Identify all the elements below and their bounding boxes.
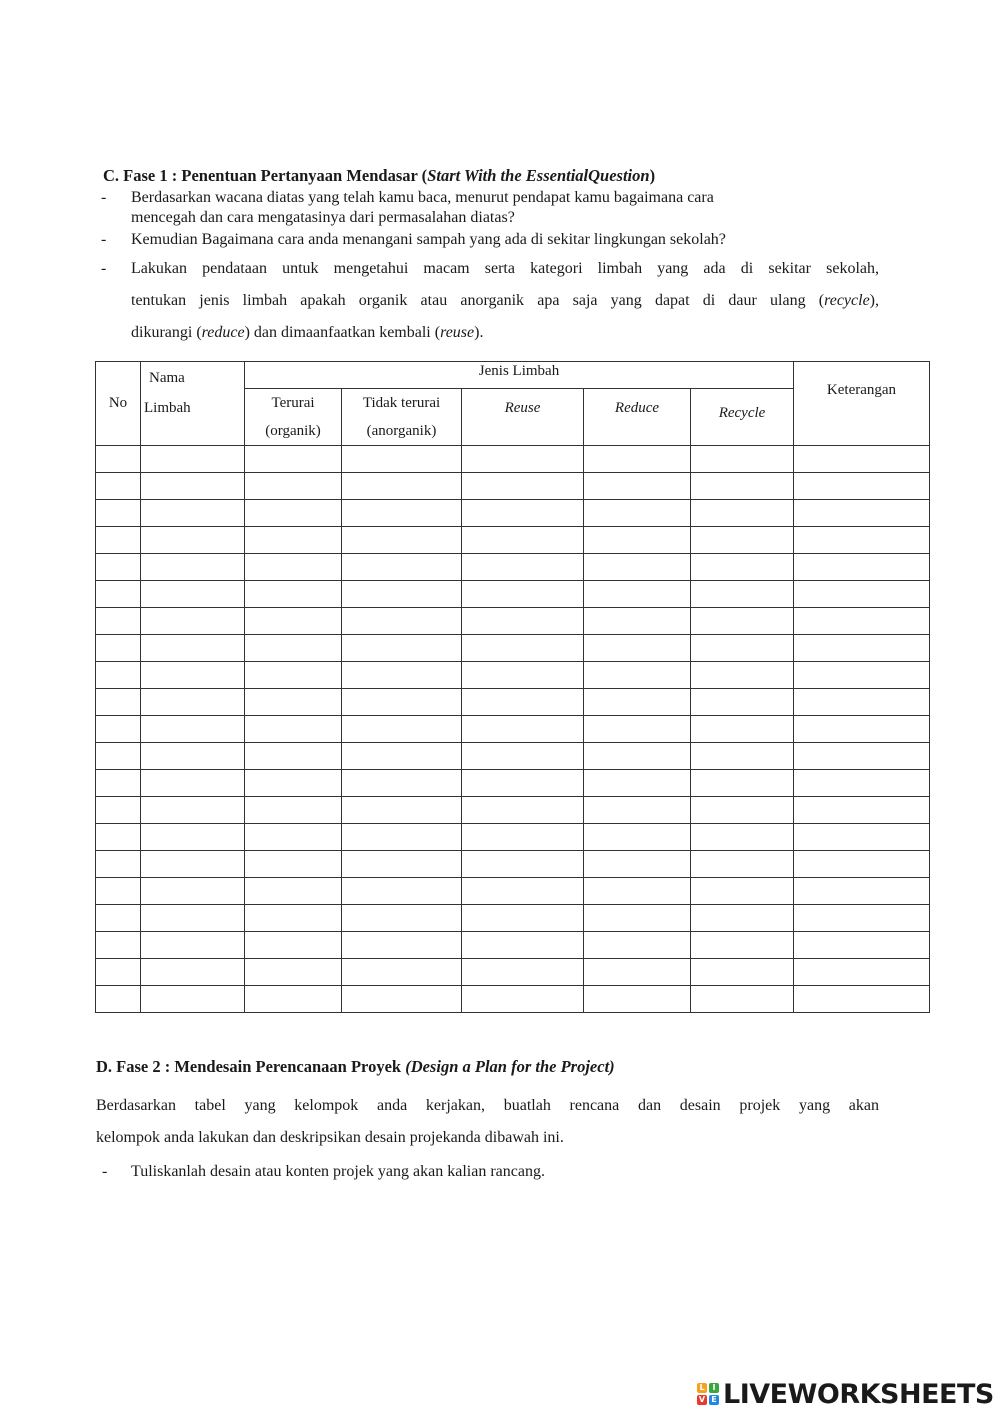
table-cell[interactable] xyxy=(794,905,930,932)
table-cell[interactable] xyxy=(342,824,462,851)
table-cell[interactable] xyxy=(141,932,245,959)
table-cell[interactable] xyxy=(245,635,342,662)
table-cell[interactable] xyxy=(794,932,930,959)
table-cell[interactable] xyxy=(141,878,245,905)
table-cell[interactable] xyxy=(245,851,342,878)
table-cell[interactable] xyxy=(462,743,584,770)
table-cell[interactable] xyxy=(691,770,794,797)
table-cell[interactable] xyxy=(691,689,794,716)
table-cell[interactable] xyxy=(462,689,584,716)
table-cell[interactable] xyxy=(691,824,794,851)
table-row xyxy=(96,797,930,824)
table-cell[interactable] xyxy=(794,446,930,473)
table-row xyxy=(96,500,930,527)
table-cell[interactable] xyxy=(691,608,794,635)
table-cell[interactable] xyxy=(245,500,342,527)
table-cell[interactable] xyxy=(462,878,584,905)
table-cell[interactable] xyxy=(462,770,584,797)
section-c-heading: C. Fase 1 : Penentuan Pertanyaan Mendasar (Start With the EssentialQuestion) xyxy=(103,166,656,185)
table-cell[interactable] xyxy=(462,500,584,527)
table-cell[interactable] xyxy=(691,878,794,905)
table-cell[interactable] xyxy=(141,473,245,500)
table-cell[interactable] xyxy=(584,824,691,851)
table-cell[interactable] xyxy=(691,500,794,527)
table-row xyxy=(96,986,930,1013)
table-cell[interactable] xyxy=(342,554,462,581)
table-row xyxy=(96,473,930,500)
table-row xyxy=(96,905,930,932)
table-cell[interactable] xyxy=(462,824,584,851)
table-row xyxy=(96,635,930,662)
table-cell[interactable] xyxy=(141,905,245,932)
table-cell[interactable] xyxy=(96,851,141,878)
table-cell[interactable] xyxy=(584,770,691,797)
header-jenis-limbah: Jenis Limbah xyxy=(245,362,794,389)
table-cell[interactable] xyxy=(794,851,930,878)
table-cell[interactable] xyxy=(691,932,794,959)
table-cell[interactable] xyxy=(96,824,141,851)
table-cell[interactable] xyxy=(245,581,342,608)
table-cell[interactable] xyxy=(342,662,462,689)
table-cell[interactable] xyxy=(794,662,930,689)
table-cell[interactable] xyxy=(691,635,794,662)
table-cell[interactable] xyxy=(691,959,794,986)
table-row xyxy=(96,824,930,851)
table-cell[interactable] xyxy=(96,878,141,905)
table-cell[interactable] xyxy=(96,581,141,608)
table-cell[interactable] xyxy=(584,635,691,662)
table-cell[interactable] xyxy=(96,500,141,527)
table-cell[interactable] xyxy=(342,905,462,932)
table-cell[interactable] xyxy=(245,770,342,797)
table-cell[interactable] xyxy=(584,716,691,743)
table-cell[interactable] xyxy=(245,554,342,581)
table-cell[interactable] xyxy=(141,689,245,716)
table-cell[interactable] xyxy=(691,797,794,824)
table-cell[interactable] xyxy=(584,986,691,1013)
table-cell[interactable] xyxy=(794,608,930,635)
table-cell[interactable] xyxy=(141,581,245,608)
table-cell[interactable] xyxy=(342,851,462,878)
table-cell[interactable] xyxy=(794,689,930,716)
table-cell[interactable] xyxy=(584,743,691,770)
table-cell[interactable] xyxy=(462,473,584,500)
table-cell[interactable] xyxy=(691,905,794,932)
table-cell[interactable] xyxy=(141,770,245,797)
table-cell[interactable] xyxy=(96,770,141,797)
table-cell[interactable] xyxy=(141,527,245,554)
logo-tile: I xyxy=(709,1383,719,1393)
table-cell[interactable] xyxy=(794,716,930,743)
table-cell[interactable] xyxy=(96,554,141,581)
table-cell[interactable] xyxy=(245,662,342,689)
table-row xyxy=(96,959,930,986)
table-cell[interactable] xyxy=(245,446,342,473)
table-cell[interactable] xyxy=(794,635,930,662)
table-cell[interactable] xyxy=(245,878,342,905)
table-cell[interactable] xyxy=(96,662,141,689)
table-cell[interactable] xyxy=(96,527,141,554)
table-cell[interactable] xyxy=(96,932,141,959)
header-keterangan: Keterangan xyxy=(794,362,930,446)
table-cell[interactable] xyxy=(141,554,245,581)
table-cell[interactable] xyxy=(691,986,794,1013)
table-cell[interactable] xyxy=(691,581,794,608)
table-cell[interactable] xyxy=(245,527,342,554)
table-row xyxy=(96,770,930,797)
table-cell[interactable] xyxy=(342,797,462,824)
table-cell[interactable] xyxy=(584,959,691,986)
table-cell[interactable] xyxy=(794,986,930,1013)
table-cell[interactable] xyxy=(342,716,462,743)
table-cell[interactable] xyxy=(245,689,342,716)
liveworksheets-logo xyxy=(697,1378,994,1410)
table-cell[interactable] xyxy=(584,500,691,527)
table-cell[interactable] xyxy=(141,986,245,1013)
table-cell[interactable] xyxy=(141,446,245,473)
table-row xyxy=(96,554,930,581)
table-row xyxy=(96,689,930,716)
table-cell[interactable] xyxy=(245,797,342,824)
table-row xyxy=(96,608,930,635)
question-2: Kemudian Bagaimana cara anda menangani sampah yang ada di sekitar lingkungan sekolah? xyxy=(131,231,726,248)
logo-text: LIVEWORKSHEETS xyxy=(723,1378,994,1410)
table-row xyxy=(96,716,930,743)
table-cell[interactable] xyxy=(342,473,462,500)
table-cell[interactable] xyxy=(691,662,794,689)
table-cell[interactable] xyxy=(342,959,462,986)
table-cell[interactable] xyxy=(462,527,584,554)
table-cell[interactable] xyxy=(462,635,584,662)
table-row xyxy=(96,581,930,608)
table-cell[interactable] xyxy=(691,554,794,581)
table-cell[interactable] xyxy=(141,959,245,986)
logo-tile: L xyxy=(697,1383,707,1393)
table-cell[interactable] xyxy=(584,446,691,473)
table-cell[interactable] xyxy=(141,743,245,770)
table-cell[interactable] xyxy=(462,554,584,581)
table-cell[interactable] xyxy=(96,635,141,662)
table-cell[interactable] xyxy=(96,608,141,635)
table-cell[interactable] xyxy=(584,851,691,878)
table-cell[interactable] xyxy=(462,986,584,1013)
table-row xyxy=(96,527,930,554)
logo-tile: V xyxy=(698,1395,706,1404)
table-cell[interactable] xyxy=(342,770,462,797)
question-1-line-1: Berdasarkan wacana diatas yang telah kamu baca, menurut pendapat kamu bagaimana cara xyxy=(131,189,714,206)
table-cell[interactable] xyxy=(245,608,342,635)
table-cell[interactable] xyxy=(462,581,584,608)
table-cell[interactable] xyxy=(584,797,691,824)
table-cell[interactable] xyxy=(584,878,691,905)
table-cell[interactable] xyxy=(245,743,342,770)
bullet-dash: - xyxy=(102,1163,108,1180)
table-cell[interactable] xyxy=(245,932,342,959)
table-cell[interactable] xyxy=(794,554,930,581)
header-recycle: Recycle xyxy=(691,389,794,446)
table-cell[interactable] xyxy=(794,797,930,824)
header-nama-limbah: Nama Limbah xyxy=(141,362,245,446)
table-cell[interactable] xyxy=(141,662,245,689)
bullet-dash: - xyxy=(101,260,107,277)
header-reuse: Reuse xyxy=(462,389,584,446)
table-cell[interactable] xyxy=(462,905,584,932)
table-cell[interactable] xyxy=(141,716,245,743)
table-cell[interactable] xyxy=(691,743,794,770)
table-cell[interactable] xyxy=(584,527,691,554)
table-cell[interactable] xyxy=(96,743,141,770)
table-cell[interactable] xyxy=(342,446,462,473)
table-row xyxy=(96,851,930,878)
question-1-line-2: mencegah dan cara mengatasinya dari permasalahan diatas? xyxy=(131,209,515,226)
table-cell[interactable] xyxy=(342,608,462,635)
table-cell[interactable] xyxy=(245,824,342,851)
table-cell[interactable] xyxy=(96,689,141,716)
section-d-paragraph-line-2: kelompok anda lakukan dan deskripsikan desain projekanda dibawah ini. xyxy=(96,1129,564,1146)
table-cell[interactable] xyxy=(462,932,584,959)
waste-data-table xyxy=(95,361,930,1013)
table-cell[interactable] xyxy=(342,527,462,554)
header-tidak-terurai: Tidak terurai (anorganik) xyxy=(342,389,462,446)
table-cell[interactable] xyxy=(96,959,141,986)
table-cell[interactable] xyxy=(141,797,245,824)
table-cell[interactable] xyxy=(691,527,794,554)
table-cell[interactable] xyxy=(691,473,794,500)
section-d-instruction: Tuliskanlah desain atau konten projek yang akan kalian rancang. xyxy=(131,1163,545,1180)
table-row xyxy=(96,743,930,770)
header-terurai: Terurai (organik) xyxy=(245,389,342,446)
table-cell[interactable] xyxy=(245,473,342,500)
table-cell[interactable] xyxy=(96,446,141,473)
logo-tile: E xyxy=(709,1395,719,1405)
table-row xyxy=(96,446,930,473)
table-cell[interactable] xyxy=(141,851,245,878)
table-cell[interactable] xyxy=(96,905,141,932)
table-cell[interactable] xyxy=(794,500,930,527)
bullet-dash: - xyxy=(101,231,107,248)
instruction-line-1: Lakukan pendataan untuk mengetahui macam serta kategori limbah yang ada di sekitar sekolah, xyxy=(131,260,879,277)
table-cell[interactable] xyxy=(141,608,245,635)
table-cell[interactable] xyxy=(794,743,930,770)
table-cell[interactable] xyxy=(794,473,930,500)
table-cell[interactable] xyxy=(96,473,141,500)
table-cell[interactable] xyxy=(342,581,462,608)
table-cell[interactable] xyxy=(96,986,141,1013)
table-row xyxy=(96,662,930,689)
table-cell[interactable] xyxy=(794,959,930,986)
table-cell[interactable] xyxy=(584,581,691,608)
table-cell[interactable] xyxy=(462,446,584,473)
table-cell[interactable] xyxy=(342,635,462,662)
table-cell[interactable] xyxy=(141,824,245,851)
table-cell[interactable] xyxy=(584,905,691,932)
table-cell[interactable] xyxy=(342,986,462,1013)
table-cell[interactable] xyxy=(584,608,691,635)
table-cell[interactable] xyxy=(584,662,691,689)
table-cell[interactable] xyxy=(462,797,584,824)
table-cell[interactable] xyxy=(691,446,794,473)
table-cell[interactable] xyxy=(794,581,930,608)
section-d-paragraph-line-1: Berdasarkan tabel yang kelompok anda kerjakan, buatlah rencana dan desain projek yang akan xyxy=(96,1097,879,1114)
logo-mark-icon xyxy=(697,1383,719,1405)
table-cell[interactable] xyxy=(691,716,794,743)
table-cell[interactable] xyxy=(245,716,342,743)
table-row xyxy=(96,878,930,905)
table-cell[interactable] xyxy=(342,500,462,527)
table-cell[interactable] xyxy=(584,554,691,581)
bullet-dash: - xyxy=(101,189,107,206)
table-cell[interactable] xyxy=(245,959,342,986)
table-cell[interactable] xyxy=(96,716,141,743)
table-cell[interactable] xyxy=(584,473,691,500)
table-cell[interactable] xyxy=(462,662,584,689)
table-cell[interactable] xyxy=(245,986,342,1013)
table-row xyxy=(96,932,930,959)
instruction-line-2: tentukan jenis limbah apakah organik atau anorganik apa saja yang dapat di daur ulang (recycle), xyxy=(131,292,879,309)
table-cell[interactable] xyxy=(462,959,584,986)
table-body xyxy=(96,446,930,1013)
table-cell[interactable] xyxy=(794,878,930,905)
table-cell[interactable] xyxy=(462,608,584,635)
table-cell[interactable] xyxy=(342,878,462,905)
table-cell[interactable] xyxy=(141,500,245,527)
table-cell[interactable] xyxy=(584,689,691,716)
table-cell[interactable] xyxy=(342,743,462,770)
header-reduce: Reduce xyxy=(584,389,691,446)
table-cell[interactable] xyxy=(794,824,930,851)
table-cell[interactable] xyxy=(245,905,342,932)
table-cell[interactable] xyxy=(462,716,584,743)
section-d-heading: D. Fase 2 : Mendesain Perencanaan Proyek (Design a Plan for the Project) xyxy=(96,1057,615,1076)
table-cell[interactable] xyxy=(96,797,141,824)
instruction-line-3: dikurangi (reduce) dan dimaanfaatkan kembali (reuse). xyxy=(131,324,484,341)
table-cell[interactable] xyxy=(794,527,930,554)
header-no: No xyxy=(96,362,141,446)
table-cell[interactable] xyxy=(794,770,930,797)
table-cell[interactable] xyxy=(462,851,584,878)
table-cell[interactable] xyxy=(691,851,794,878)
table-cell[interactable] xyxy=(342,932,462,959)
table-cell[interactable] xyxy=(584,932,691,959)
table-cell[interactable] xyxy=(141,635,245,662)
table-cell[interactable] xyxy=(342,689,462,716)
